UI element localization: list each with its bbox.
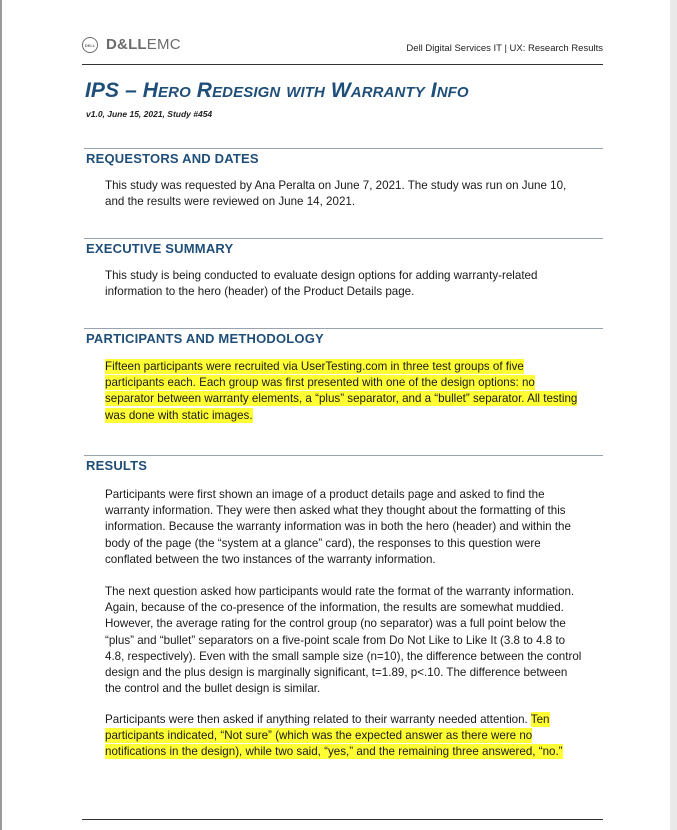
- requestors-paragraph: This study was requested by Ana Peralta on June 7, 2021. The study was run on June 10, and the results were reviewed on June 14, 2021.: [105, 179, 567, 209]
- executive-summary-paragraph: This study is being conducted to evaluate design options for adding warranty-related information to the hero (header) of the Product Details page.: [105, 269, 538, 299]
- section-divider: [84, 148, 603, 149]
- page-edge: [670, 0, 677, 830]
- results-paragraph-2: The next question asked how participants would rate the format of the warranty information. Again, because of the co-presence of the information, the results are somewhat muddied. However, the average rating for the control group (no separator) was a full point below the “plus” and “bullet” separators on a five-point scale from Do Not Like to Like It (3.8 to 4.8 to 4.8, respectively). Even with the small sample size (n=10), the difference between the control design and the plus design is marginally significant, t=1.89, p<.10. The difference between the control and the bullet design is similar.: [105, 585, 582, 696]
- participants-paragraph: [105, 359, 585, 424]
- section-heading-participants: PARTICIPANTS AND METHODOLOGY: [86, 331, 324, 346]
- section-heading-executive-summary: EXECUTIVE SUMMARY: [86, 241, 234, 256]
- highlighted-text: Ten participants indicated, “Not sure” (which was the expected answer as there were no notifications in the design), while two said, “yes,” and the remaining three answered, “no.”: [105, 713, 563, 759]
- dell-seal-text: DELL: [84, 42, 96, 48]
- results-paragraph-3: [105, 712, 585, 761]
- section-divider: [84, 238, 603, 239]
- header-department: Dell Digital Services IT | UX: Research Results: [406, 43, 603, 54]
- section-heading-requestors: REQUESTORS AND DATES: [86, 151, 259, 166]
- header-divider: [82, 64, 603, 65]
- dellemc-logo: [106, 36, 181, 53]
- section-divider: [84, 328, 603, 329]
- results-paragraph-1: Participants were first shown an image of a product details page and asked to find the warranty information. They were then asked what they thought about the formatting of this information. Because the warranty information was in both the hero (header) and within the body of the page (the “system at a glance” card), the responses to this question were conflated between the two instances of the warranty information.: [105, 488, 571, 566]
- page-header: [82, 36, 603, 66]
- document-title: IPS – Hero Redesign with Warranty Info: [85, 79, 469, 102]
- footer-divider: [82, 819, 603, 820]
- logo-bold-text: D&LL: [106, 36, 147, 53]
- results-p3-plain: Participants were then asked if anything related to their warranty needed attention.: [105, 713, 531, 726]
- logo-light-text: EMC: [146, 36, 181, 53]
- section-divider: [84, 455, 603, 456]
- highlighted-text: Fifteen participants were recruited via UserTesting.com in three test groups of five participants each. Each group was first presented with one of the design options: no separator between warranty elements, a “plus” separator, and a “bullet” separator. All testing was done with static images.: [105, 360, 578, 422]
- document-version: v1.0, June 15, 2021, Study #454: [86, 109, 213, 119]
- section-heading-results: RESULTS: [86, 458, 148, 473]
- dell-seal-logo: [82, 37, 98, 53]
